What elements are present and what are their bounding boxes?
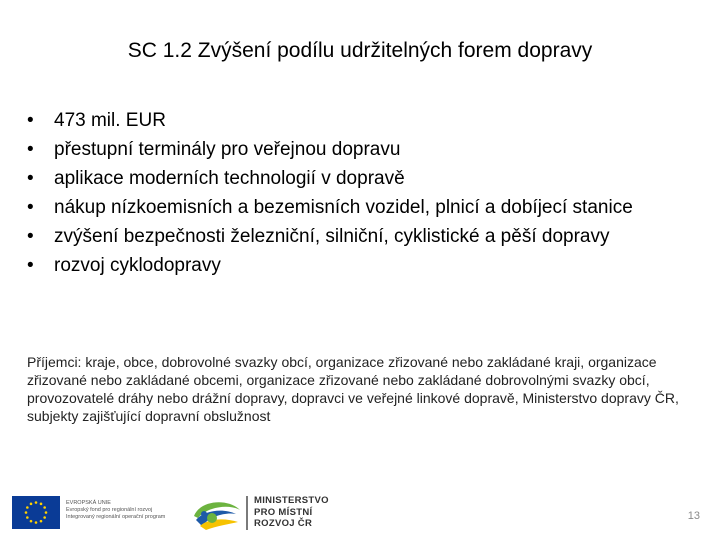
ministry-logo-line: PRO MÍSTNÍ xyxy=(254,506,313,518)
ministry-logo-line: MINISTERSTVO xyxy=(254,495,329,506)
list-item xyxy=(27,195,707,220)
eu-star xyxy=(40,503,43,506)
eu-star xyxy=(25,511,28,514)
bullet-text: aplikace moderních technologií v dopravě xyxy=(54,168,405,189)
eu-flag-icon xyxy=(12,496,60,529)
list-item xyxy=(27,253,707,278)
eu-logo-line: Integrovaný regionální operační program xyxy=(66,514,166,520)
bullet-icon: • xyxy=(27,197,34,218)
eu-star xyxy=(26,516,29,519)
bullet-text: rozvoj cyklodopravy xyxy=(54,255,221,276)
eu-star xyxy=(26,506,29,509)
recipients-text: kraje, obce, dobrovolné svazky obcí, organizace zřizované nebo zakládané kraji, organizace zřizované nebo zakládané obcemi, organizace zřizované nebo zakládané dobrovolnými svazky obcí, provozovatelé dráhy nebo drážní dopravy, dopravci ve veřejné linkové dopravě, Ministerstvo dopravy ČR, subjekty zajišťující dopravní obslužnost xyxy=(27,354,679,424)
recipients-paragraph xyxy=(27,353,689,425)
bullet-list xyxy=(27,108,707,282)
list-item xyxy=(27,108,707,133)
list-item xyxy=(27,137,707,162)
bullet-text: 473 mil. EUR xyxy=(54,110,166,131)
bullet-text: nákup nízkoemisních a bezemisních vozidel, plnicí a dobíjecí stanice xyxy=(54,197,633,218)
ministry-logo-icon xyxy=(190,496,244,532)
bullet-text: zvýšení bezpečnosti železniční, silniční, cyklistické a pěší dopravy xyxy=(54,226,610,247)
eu-logo-line: EVROPSKÁ UNIE xyxy=(66,500,111,506)
eu-star xyxy=(43,516,46,519)
eu-star xyxy=(30,520,33,523)
bullet-text: přestupní terminály pro veřejnou dopravu xyxy=(54,139,401,160)
recipients-label: Příjemci: xyxy=(27,354,82,370)
eu-star xyxy=(43,506,46,509)
eu-star xyxy=(35,521,38,524)
eu-star xyxy=(40,520,43,523)
page-number: 13 xyxy=(687,510,700,522)
bullet-icon: • xyxy=(27,226,34,247)
footer-logos xyxy=(0,488,720,540)
eu-star xyxy=(45,511,48,514)
list-item xyxy=(27,166,707,191)
logo-divider xyxy=(246,496,248,530)
eu-logo-text xyxy=(66,500,184,521)
eu-logo-line: Evropský fond pro regionální rozvoj xyxy=(66,507,153,513)
bullet-icon: • xyxy=(27,255,34,276)
ministry-logo-text xyxy=(254,495,344,530)
bullet-icon: • xyxy=(27,139,34,160)
ministry-logo-line: ROZVOJ ČR xyxy=(254,518,313,529)
bullet-icon: • xyxy=(27,110,34,131)
eu-star xyxy=(30,503,33,506)
list-item xyxy=(27,224,707,249)
eu-star xyxy=(35,501,38,504)
bullet-icon: • xyxy=(27,168,34,189)
slide-title: SC 1.2 Zvýšení podílu udržitelných forem dopravy xyxy=(127,39,593,62)
